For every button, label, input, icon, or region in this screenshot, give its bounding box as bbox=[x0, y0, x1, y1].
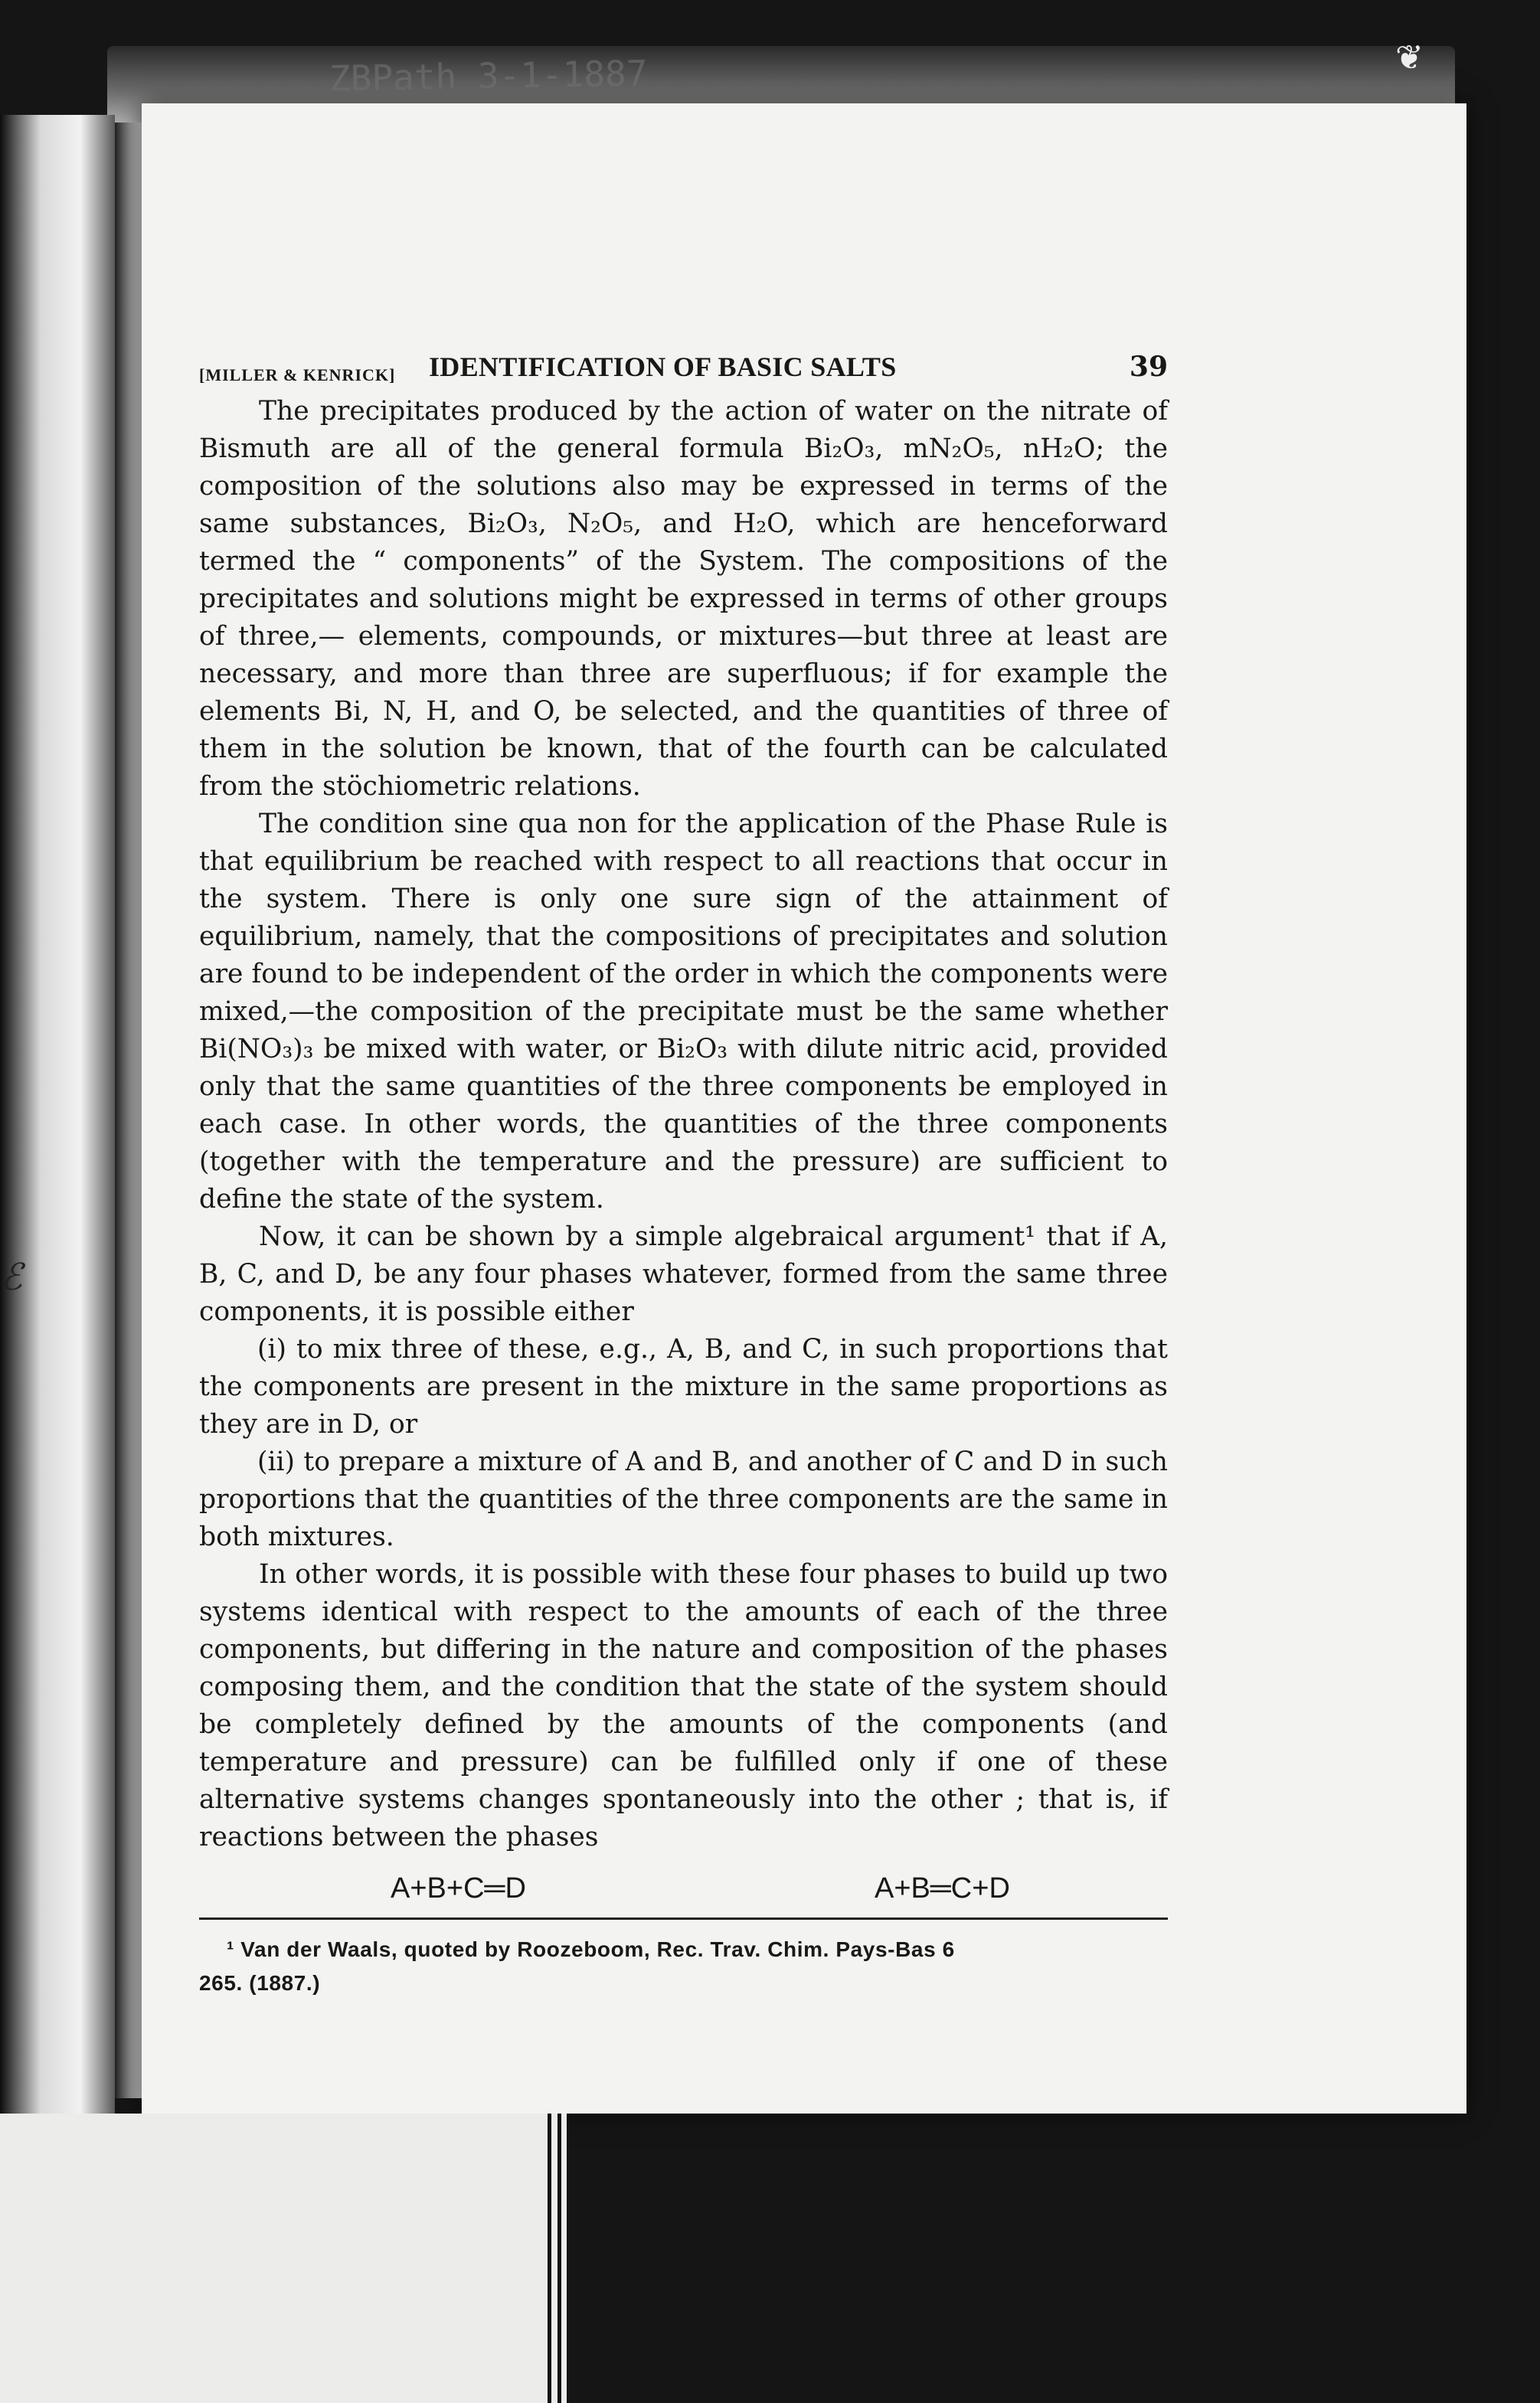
pencil-annotation: ZBPath 3-1-1887 bbox=[329, 52, 648, 100]
scan-bottom-strip bbox=[0, 2114, 567, 2403]
paragraph: The condition sine qua non for the application of the Phase Rule is that equilibrium be reached with respect to all reactions that occur in the system. There is only one sure sign of the attainment of equilibrium, namely, that the compositions of precipitates and solution are found to be independent of the order in which the components were mixed,—the composition of the precipitate must be the same whether Bi(NO₃)₃ be mixed with water, or Bi₂O₃ with dilute nitric acid, provided only that the same quantities of the three components be employed in each case. In other words, the quantities of the three components (together with the temperature and the pressure) are sufficient to define the state of the system. bbox=[199, 809, 1168, 1215]
facing-page-edge bbox=[0, 115, 115, 2144]
page-content bbox=[199, 348, 1168, 2000]
footnote bbox=[199, 1933, 1168, 2000]
scan-edge-line bbox=[557, 2114, 561, 2403]
running-head-authors: [MILLER & KENRICK] bbox=[199, 365, 396, 384]
running-head-title: IDENTIFICATION OF BASIC SALTS bbox=[429, 351, 897, 382]
paragraph: The precipitates produced by the action of water on the nitrate of Bismuth are all of the general formula Bi₂O₃, mN₂O₅, nH₂O; the composition of the solutions also may be expressed in terms of the same substances, Bi₂O₃, N₂O₅, and H₂O, which are henceforward termed the “ components” of the System. The compositions of the precipitates and solutions might be expressed in terms of other groups of three,— elements, compounds, or mixtures—but three at least are necessary, and more than three are superfluous; if for example the elements Bi, N, H, and O, be selected, and the quantities of three of them in the solution be known, that of the fourth can be calculated from the stöchiometric relations. bbox=[199, 396, 1168, 802]
scan-corner-mark: ❦ bbox=[1395, 38, 1424, 77]
running-head bbox=[199, 348, 1168, 387]
page-number: 39 bbox=[1129, 351, 1168, 383]
equation: A+B═C+D bbox=[875, 1872, 1010, 1904]
list-item: (ii) to prepare a mixture of A and B, and another of C and D in such proportions that the quantities of the three components are the same in both mixtures. bbox=[199, 1447, 1168, 1552]
book-spine bbox=[115, 123, 145, 2098]
footnote-divider bbox=[199, 1917, 1168, 1920]
footnote-line: 265. (1887.) bbox=[199, 1971, 321, 1995]
footnote-line: ¹ Van der Waals, quoted by Roozeboom, Rec. Trav. Chim. Pays-Bas 6 bbox=[227, 1937, 955, 1961]
equation: A+B+C═D bbox=[391, 1872, 526, 1904]
scan-edge-line bbox=[548, 2114, 551, 2403]
paragraph: Now, it can be shown by a simple algebraical argument¹ that if A, B, C, and D, be any four phases whatever, formed from the same three components, it is possible either bbox=[199, 1221, 1168, 1327]
facing-page-fragment: ℰ bbox=[0, 1256, 23, 1299]
paragraph: In other words, it is possible with these four phases to build up two systems identical with respect to the amounts of each of the three components, but differing in the nature and composition of the phases composing them, and the condition that the state of the system should be completely defined by the amounts of the components (and temperature and pressure) can be fulfilled only if one of these alternative systems changes spontaneously into the other ; that is, if reactions between the phases bbox=[199, 1559, 1168, 1852]
equations-row bbox=[199, 1862, 1168, 1916]
list-item: (i) to mix three of these, e.g., A, B, and C, in such proportions that the components are present in the mixture in the same proportions as they are in D, or bbox=[199, 1334, 1168, 1440]
